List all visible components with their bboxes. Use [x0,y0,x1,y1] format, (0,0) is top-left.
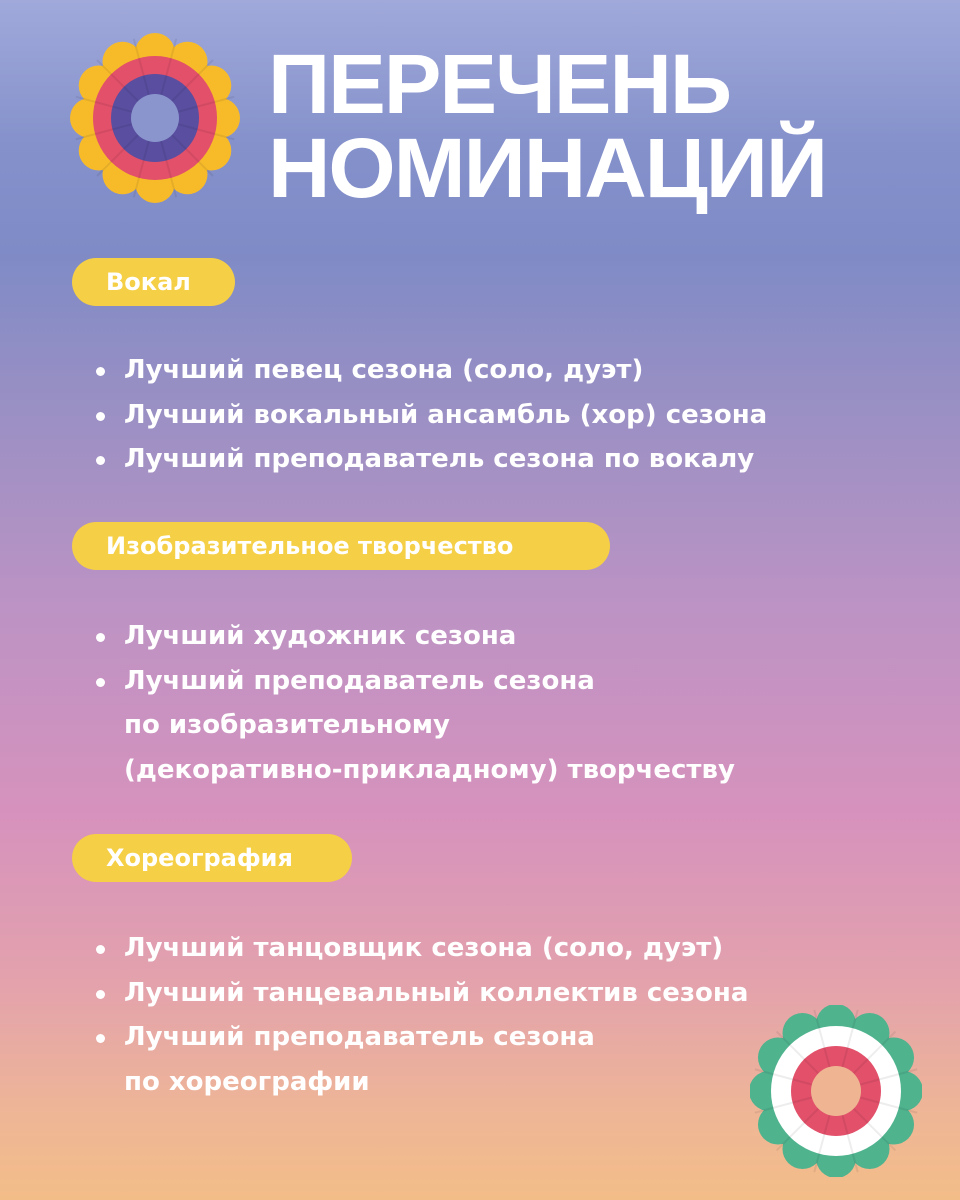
list-item: Лучший танцовщик сезона (соло, дуэт) [96,926,748,971]
list-item: Лучший певец сезона (соло, дуэт) [96,348,767,393]
art-list [96,614,735,792]
category-art: Изобразительное творчество [72,522,610,570]
list-item: Лучший преподаватель сезона по вокалу [96,437,767,482]
list-item: Лучший танцевальный коллектив сезона [96,971,748,1016]
list-item: Лучший преподаватель сезона [96,1015,748,1060]
title-line-2: НОМИНАЦИЙ [268,121,827,215]
title-line-1: ПЕРЕЧЕНЬ [268,37,731,131]
list-item: Лучший преподаватель сезона [96,659,735,704]
rosette-yellow-red-purple-icon [70,33,240,203]
list-item-continuation: по изобразительному [124,710,450,740]
vocal-list [96,348,767,482]
list-item-continuation: (декоративно-прикладному) творчеству [124,754,735,785]
list-item: Лучший художник сезона [96,614,735,659]
rosette-green-white-red-icon [750,1005,922,1177]
category-choreography: Хореография [72,834,352,882]
page-title [268,37,827,215]
category-vocal: Вокал [72,258,235,306]
list-item-continuation: по хореографии [124,1066,370,1097]
list-item: Лучший вокальный ансамбль (хор) сезона [96,393,767,438]
choreography-list [96,926,748,1104]
